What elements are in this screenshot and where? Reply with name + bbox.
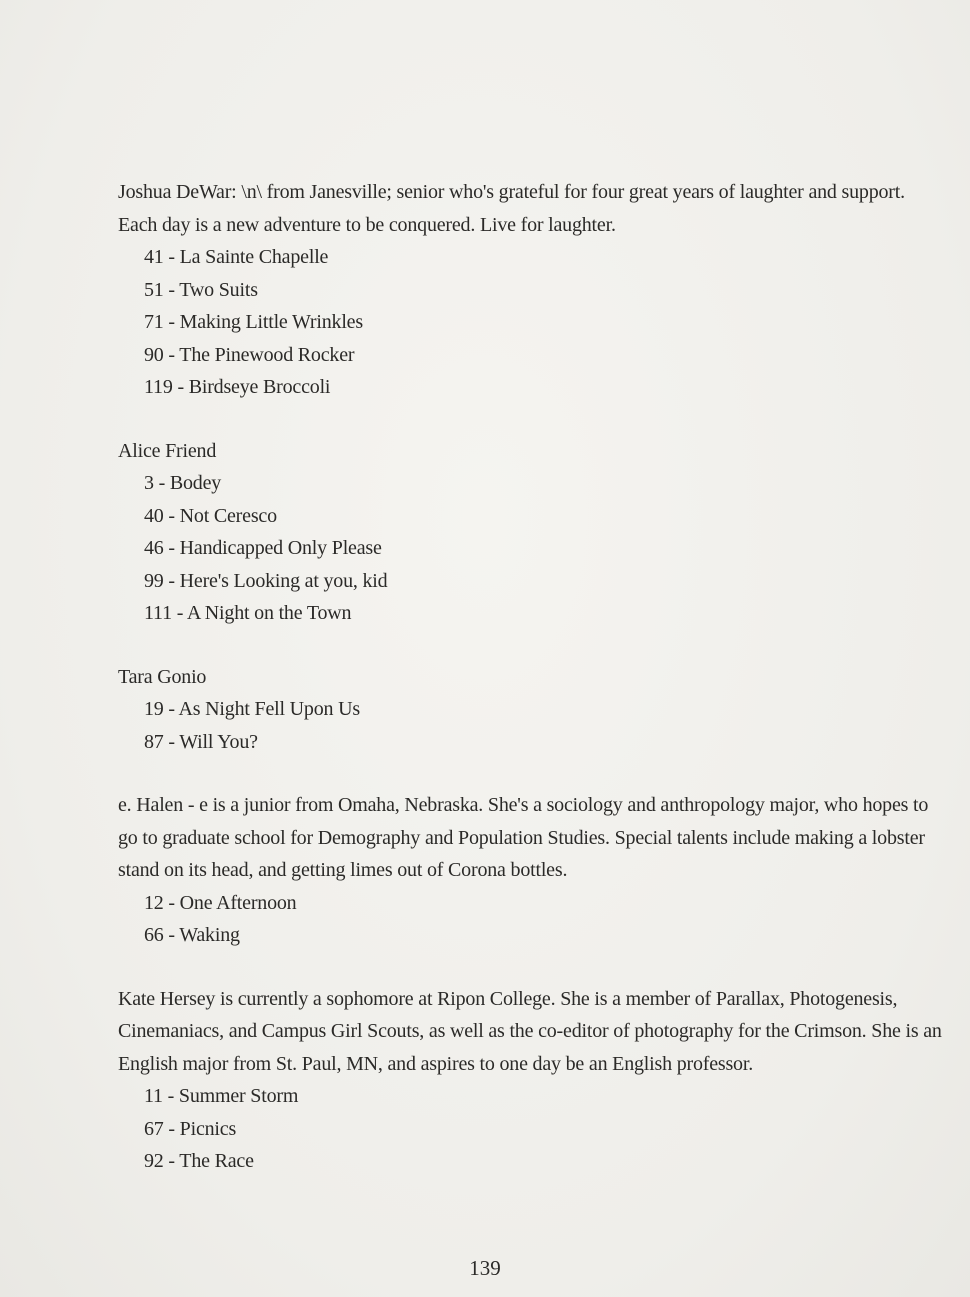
contributor-entry (118, 789, 948, 952)
work-item: 111 - A Night on the Town (144, 602, 352, 624)
work-item: 67 - Picnics (144, 1117, 237, 1140)
work-list (118, 1080, 948, 1178)
work-item: 90 - The Pinewood Rocker (144, 343, 355, 366)
contributor-entry (118, 176, 948, 404)
work-item: 40 - Not Ceresco (144, 504, 277, 527)
work-item: 51 - Two Suits (144, 278, 258, 301)
contributor-entry (118, 435, 948, 630)
work-item: 119 - Birdseye Broccoli (144, 376, 331, 398)
contributor-bio: Kate Hersey is currently a sophomore at Ripon College. She is a member of Parallax, Photogenesis, Cinemaniacs, and Campus Girl Scouts, as well as the co-editor of photography for the Crimson. She is an English major from St. Paul, MN, and aspires to one day be an English professor. (118, 987, 942, 1075)
contributor-bio: e. Halen - e is a junior from Omaha, Nebraska. She's a sociology and anthropology major, who hopes to go to graduate school for Demography and Population Studies. Special talents include making a lobster stand on its head, and getting limes out of Corona bottles. (118, 794, 929, 881)
work-list (118, 693, 948, 758)
work-item: 19 - As Night Fell Upon Us (144, 698, 360, 720)
work-item: 3 - Bodey (144, 472, 222, 494)
contributor-bio: Alice Friend (118, 439, 217, 462)
work-item: 46 - Handicapped Only Please (144, 537, 382, 559)
contributors-section (118, 176, 948, 1209)
contributor-entry (118, 661, 948, 759)
work-item: 99 - Here's Looking at you, kid (144, 569, 388, 592)
page-number: 139 (469, 1256, 501, 1280)
work-item: 11 - Summer Storm (144, 1085, 299, 1107)
contributor-entry (118, 983, 948, 1178)
work-list (118, 467, 948, 630)
work-item: 87 - Will You? (144, 730, 258, 753)
contributor-bio: Tara Gonio (118, 665, 207, 688)
contributor-bio: Joshua DeWar: \n\ from Janesville; senior who's grateful for four great years of laughter and support. Each day is a new adventure to be conquered. Live for laughter. (118, 181, 905, 236)
work-item: 92 - The Race (144, 1150, 254, 1172)
work-item: 71 - Making Little Wrinkles (144, 311, 363, 333)
work-item: 41 - La Sainte Chapelle (144, 246, 329, 268)
work-list (118, 887, 948, 952)
work-item: 66 - Waking (144, 924, 240, 946)
work-item: 12 - One Afternoon (144, 891, 297, 914)
work-list (118, 241, 948, 404)
